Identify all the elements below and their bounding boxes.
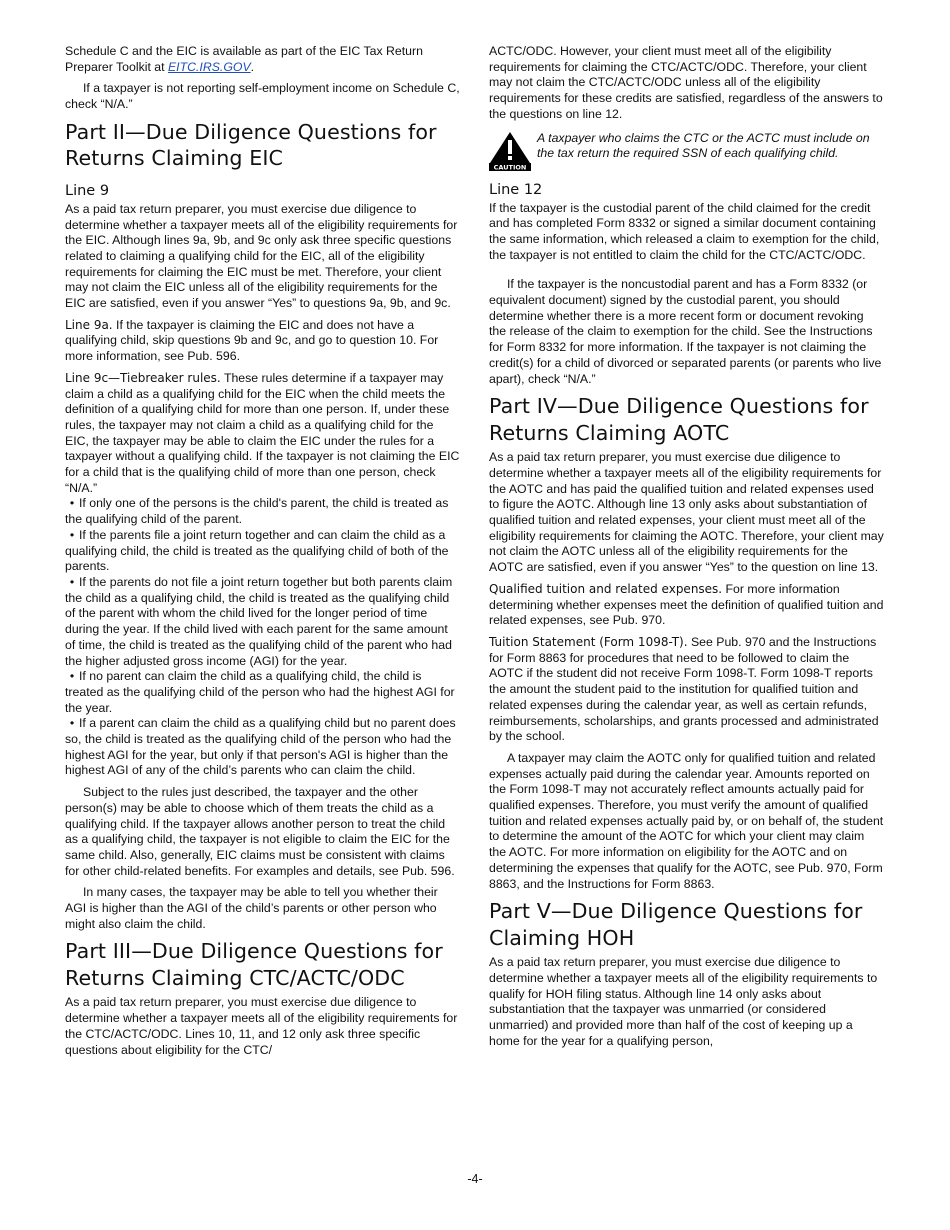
aotc-paragraph: A taxpayer may claim the AOTC only for qualified tuition and related expenses actually paid during the calendar year. Amounts reported on the Form 1098-T may not accurately reflect amounts actually paid for qualified expenses. Therefore, you must verify the amount of qualified tuition and related expenses actually paid by, or on behalf of, the student to determine the amount of the AOTC for which your client may claim the AOTC. For more information on eligibility for the AOTC and on determining the expenses that qualify for the AOTC, see Pub. 970, Form 8863, and the Instructions for Form 8863.: [489, 750, 884, 891]
page-number: -4-: [467, 1172, 483, 1186]
tuition-statement-lead: Tuition Statement (Form 1098-T).: [489, 634, 688, 649]
qualified-tuition-lead: Qualified tuition and related expenses.: [489, 581, 723, 596]
eitc-link[interactable]: EITC.IRS.GOV: [167, 59, 251, 74]
part-3-text: As a paid tax return preparer, you must exercise due diligence to determine whether a taxpayer meets all of the eligibility requirements for the CTC/ACTC/ODC. Lines 10, 11, and 12 only ask three specific questions about eligibility for the CTC/: [65, 995, 458, 1057]
line-9a-paragraph: Line 9a. If the taxpayer is claiming the EIC and does not have a qualifying child, skip questions 9b and 9c, and go to question 10. For more information, see Pub. 596.: [65, 317, 439, 364]
caution-note: [489, 131, 884, 171]
subject-paragraph: Subject to the rules just described, the taxpayer and the other person(s) may be able to choose which of them treats the child as a qualifying child. If the taxpayer allows another person to treat the child as a qualifying child, the taxpayer is not eligible to claim the EIC for the same child. Also, generally, EIC claims must be consistent with claims for other child-related benefits. For examples and details, see Pub. 596.: [65, 785, 455, 878]
line-12-p2: If the taxpayer is the noncustodial parent and has a Form 8332 (or equivalent document) signed by the custodial parent, you should determine whether there is a more recent form or document revoking the release of the claim to exemption for the child. See the Instructions for Form 8332 for more information. If the taxpayer is not claiming the credit(s) for a child of divorced or separated parents (or parents who live apart), check “N/A.”: [489, 277, 882, 386]
right-column: [489, 44, 884, 1049]
na-paragraph: If a taxpayer is not reporting self-employment income on Schedule C, check “N/A.”: [65, 81, 460, 112]
part-2-heading: Part II—Due Diligence Questions for Returns Claiming EIC: [65, 119, 437, 171]
caution-icon: [489, 131, 531, 171]
line-9a-lead: Line 9a.: [65, 317, 113, 332]
bullet-item: • If only one of the persons is the child's parent, the child is treated as the qualifying child of the parent.: [65, 496, 449, 527]
line-9-text: As a paid tax return preparer, you must exercise due diligence to determine whether a taxpayer meets all of the eligibility requirements for the EIC. Although lines 9a, 9b, and 9c only ask three specific questions related to claiming a qualifying child for the EIC, all of the eligibility requirements for claiming the EIC must be met. Therefore, your client may not claim the EIC unless all of the eligibility requirements for the EIC are satisfied, even if you answer “Yes” to questions 9a, 9b, and 9c.: [65, 201, 458, 311]
line-9-heading: Line 9: [65, 182, 110, 199]
part-3-heading: Part III—Due Diligence Questions for Returns Claiming CTC/ACTC/ODC: [65, 939, 443, 990]
line-12-p1: If the taxpayer is the custodial parent of the child claimed for the credit and has completed Form 8332 or signed a similar document containing the same information, which released a claim to exemption for the child, the taxpayer is not entitled to claim the child for the CTC/ACTC/ODC.: [489, 200, 880, 262]
left-column: [65, 44, 460, 1058]
many-cases-paragraph: In many cases, the taxpayer may be able to tell you whether their AGI is higher than the AGI of the child’s parents or other person who might also claim the child.: [65, 885, 438, 931]
bullet-item: • If the parents do not file a joint return together but both parents claim the child as a qualifying child, the child is treated as the qualifying child of the parent with whom the child lived for the longer period of time during the year. If the child lived with each parent for the same amount of time, the child is treated as the qualifying child of the parent who had the higher adjusted gross income (AGI) for the year.: [65, 574, 453, 668]
qualified-tuition-paragraph: Qualified tuition and related expenses. For more information determining whether expenses meet the definition of qualified tuition and related expenses, see Pub. 970.: [489, 581, 884, 628]
line-12-heading: Line 12: [489, 181, 543, 198]
part-5-text: As a paid tax return preparer, you must exercise due diligence to determine whether a taxpayer meets all of the eligibility requirements to qualify for HOH filing status. Although line 14 only asks about substantiation that the taxpayer was unmarried (or considered unmarried) and provided more than half of the cost of keeping up a home for the year for a qualifying person,: [489, 955, 878, 1048]
part-4-text: As a paid tax return preparer, you must exercise due diligence to determine whether a taxpayer meets all of the eligibility requirements for the AOTC and has paid the qualified tuition and related expenses used to figure the AOTC. Although line 13 only asks about substantiation of qualified tuition and related expenses, your client must meet all of the eligibility requirements for claiming the AOTC. Therefore, your client may not claim the AOTC unless all of the eligibility requirements for the AOTC are satisfied, even if you answer “Yes” to the question on line 13.: [489, 450, 884, 575]
svg-text:CAUTION: CAUTION: [493, 163, 527, 171]
bullet-item: • If the parents file a joint return together and can claim the child as a qualifying child, the child is treated as the qualifying child of both of the parents.: [65, 527, 449, 574]
bullet-item: • If a parent can claim the child as a qualifying child but no parent does so, the child is treated as the qualifying child of the person who had the highest AGI for the year, but only if that person's AGI is higher than the highest AGI of any of the child’s parents who can claim the child.: [65, 716, 456, 778]
tuition-statement-paragraph: Tuition Statement (Form 1098-T). See Pub. 970 and the Instructions for Form 8863 for procedures that need to be followed to claim the AOTC if the student did not receive Form 1098-T. Form 1098-T reports the amount the student paid to the institution for qualified tuition and related expenses during the calendar year, as well as certain refunds, reimbursements, scholarships, and grants processed and administrated by the school.: [489, 634, 879, 744]
continued-paragraph: ACTC/ODC. However, your client must meet all of the eligibility requirements for claiming the CTC/ACTC/ODC. Therefore, your client may not claim the CTC/ACTC/ODC unless all of the eligibility requirements for these credits are satisfied, regardless of the answers to the questions on line 12.: [489, 44, 883, 121]
line-9c-paragraph: Line 9c—Tiebreaker rules. These rules determine if a taxpayer may claim a child as a qualifying child for the EIC when the child meets the definition of a qualifying child for more than one person. If, under these rules, the taxpayer may not claim a child as a qualifying child for the EIC, the taxpayer may be able to claim the EIC under the rules for a taxpayer without a qualifying child. If the taxpayer is not claiming the EIC for a child that is the qualifying child of more than one person, check “N/A.”: [65, 370, 460, 495]
toolkit-paragraph: Schedule C and the EIC is available as part of the EIC Tax Return Preparer Toolkit at EITC.IRS.GOV.: [65, 44, 423, 74]
part-4-heading: Part IV—Due Diligence Questions for Returns Claiming AOTC: [489, 394, 869, 445]
line-9c-lead: Line 9c—Tiebreaker rules.: [65, 370, 221, 385]
part-5-heading: Part V—Due Diligence Questions for Claiming HOH: [489, 899, 863, 950]
bullet-item: • If no parent can claim the child as a qualifying child, the child is treated as the qualifying child of the person who had the highest AGI for the year.: [65, 669, 455, 715]
caution-text: A taxpayer who claims the CTC or the ACTC must include on the tax return the required SSN of each qualifying child.: [537, 130, 870, 161]
